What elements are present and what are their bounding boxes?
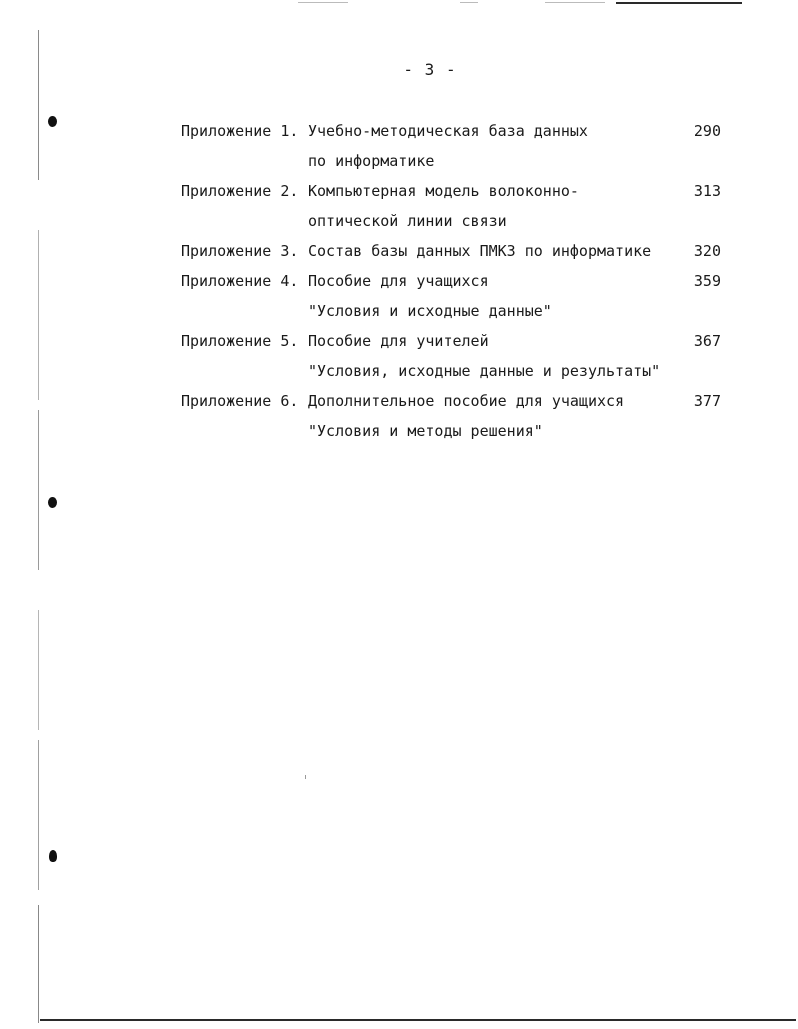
toc-entry-label: Приложение 1. [181, 122, 299, 140]
toc-entry-label: Приложение 6. [181, 392, 299, 410]
toc-entry-title-continuation: "Условия и методы решения" [308, 422, 543, 440]
punch-hole [48, 497, 57, 508]
toc-entry-label: Приложение 3. [181, 242, 299, 260]
page-number: - 3 - [403, 60, 457, 79]
scan-artifact-top-faint [298, 2, 348, 3]
toc-entry-5-continuation [181, 359, 721, 389]
scan-artifact-bottom [40, 1019, 796, 1021]
punch-hole [49, 850, 57, 862]
toc-entry-1-continuation [181, 149, 721, 179]
toc-entry-title: Учебно-методическая база данных [308, 122, 588, 140]
table-of-contents [181, 119, 721, 449]
toc-entry-4 [181, 269, 721, 299]
scan-edge-left [38, 610, 39, 730]
toc-entry-6-continuation [181, 419, 721, 449]
toc-entry-6 [181, 389, 721, 419]
toc-entry-2-continuation [181, 209, 721, 239]
punch-hole [48, 116, 57, 127]
toc-entry-title-continuation: по информатике [308, 152, 435, 170]
toc-entry-title: Компьютерная модель волоконно- [308, 182, 579, 200]
toc-entry-label: Приложение 5. [181, 332, 299, 350]
toc-entry-label: Приложение 4. [181, 272, 299, 290]
toc-entry-title-continuation: "Условия и исходные данные" [308, 302, 552, 320]
toc-entry-2 [181, 179, 721, 209]
toc-entry-title: Дополнительное пособие для учащихся [308, 392, 625, 410]
toc-entry-1 [181, 119, 721, 149]
toc-entry-4-continuation [181, 299, 721, 329]
scan-edge-left [38, 230, 39, 400]
scan-artifact-top [616, 2, 742, 4]
toc-entry-label: Приложение 2. [181, 182, 299, 200]
scan-edge-left [38, 905, 39, 1023]
toc-entry-title: Пособие для учащихся [308, 272, 489, 290]
toc-entry-title-continuation: оптической линии связи [308, 212, 507, 230]
toc-entry-title: Пособие для учителей [308, 332, 489, 350]
toc-entry-page: 367 [693, 332, 721, 350]
toc-entry-page: 290 [693, 122, 721, 140]
scan-edge-left [38, 30, 39, 180]
scan-edge-left [38, 410, 39, 570]
scan-speck [305, 775, 306, 779]
toc-entry-page: 359 [693, 272, 721, 290]
scan-edge-left [38, 740, 39, 890]
toc-entry-5 [181, 329, 721, 359]
toc-entry-title-continuation: "Условия, исходные данные и результаты" [308, 362, 661, 380]
toc-entry-page: 320 [693, 242, 721, 260]
toc-entry-title: Состав базы данных ПМКЗ по информатике [308, 242, 652, 260]
toc-entry-page: 313 [693, 182, 721, 200]
scan-artifact-top-faint [545, 2, 605, 3]
scan-artifact-top-faint [460, 2, 478, 3]
toc-entry-3 [181, 239, 721, 269]
toc-entry-page: 377 [693, 392, 721, 410]
